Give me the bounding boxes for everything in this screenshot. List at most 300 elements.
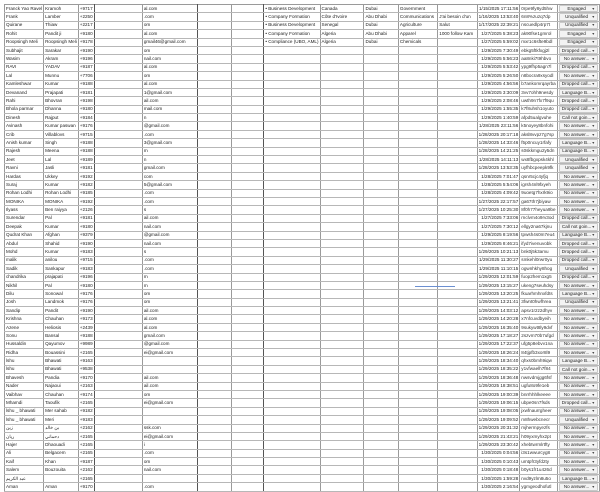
first-name-cell[interactable]: Hajer (5, 441, 44, 449)
notes-cell[interactable] (438, 206, 477, 214)
city-cell[interactable] (364, 197, 398, 205)
city-cell[interactable] (364, 399, 398, 407)
service-cell[interactable] (264, 432, 320, 440)
email-cell[interactable]: ail.com (142, 307, 197, 315)
blank-cell[interactable] (198, 114, 232, 122)
industry-cell[interactable] (398, 416, 437, 424)
phone-cell[interactable]: +9183 (78, 248, 94, 256)
service-cell[interactable] (264, 197, 320, 205)
status-dropdown[interactable] (559, 131, 598, 138)
hidden-cell[interactable] (94, 390, 142, 398)
first-name-cell[interactable]: ريان (5, 432, 44, 440)
country-cell[interactable] (320, 332, 364, 340)
phone-cell[interactable]: +9188 (78, 332, 94, 340)
country-cell[interactable] (320, 357, 364, 365)
industry-cell[interactable] (398, 97, 437, 105)
first-name-cell[interactable]: lshu (5, 365, 44, 373)
blank-cell[interactable] (231, 248, 263, 256)
notes-cell[interactable] (438, 239, 477, 247)
industry-cell[interactable] (398, 390, 437, 398)
lead-id-cell[interactable]: mjhermpyezfs (520, 424, 557, 432)
blank-cell[interactable] (231, 256, 263, 264)
industry-cell[interactable] (398, 72, 437, 80)
created-cell[interactable]: 1/30/2025 1:59:28 (477, 474, 520, 482)
created-cell[interactable]: 1/16/2025 13:53:40 (477, 13, 520, 21)
blank-cell[interactable] (198, 416, 232, 424)
lead-id-cell[interactable]: igrsh4nl9fxyeh (520, 181, 557, 189)
city-cell[interactable] (364, 374, 398, 382)
hidden-cell[interactable] (94, 382, 142, 390)
blank-cell[interactable] (198, 399, 232, 407)
lead-id-cell[interactable]: nwsvdmjgg6fsf (520, 374, 557, 382)
status-dropdown[interactable] (559, 299, 598, 306)
blank-cell[interactable] (231, 72, 263, 80)
status-dropdown[interactable] (559, 64, 598, 71)
phone-cell[interactable]: +9189 (78, 156, 94, 164)
notes-cell[interactable] (438, 189, 477, 197)
notes-cell[interactable] (438, 256, 477, 264)
first-name-cell[interactable]: Nader (5, 382, 44, 390)
industry-cell[interactable] (398, 130, 437, 138)
industry-cell[interactable]: Apparel (398, 30, 437, 38)
created-cell[interactable]: 1/29/2025 19:00:39 (477, 390, 520, 398)
hidden-cell[interactable] (94, 122, 142, 130)
city-cell[interactable] (364, 298, 398, 306)
phone-cell[interactable]: +9196 (78, 273, 94, 281)
hidden-cell[interactable] (94, 97, 142, 105)
city-cell[interactable] (364, 231, 398, 239)
service-cell[interactable] (264, 281, 320, 289)
lead-id-cell[interactable]: k7f8uhsh1oyuto (520, 105, 557, 113)
created-cell[interactable]: 1/27/2025 7:33:06 (477, 214, 520, 222)
city-cell[interactable] (364, 156, 398, 164)
lead-id-cell[interactable]: apsv1r2z2dhyv (520, 307, 557, 315)
blank-cell[interactable] (198, 432, 232, 440)
notes-cell[interactable] (438, 130, 477, 138)
lead-id-cell[interactable]: ga67th7jbiyaw (520, 197, 557, 205)
first-name-cell[interactable]: Kamleshwar (5, 80, 44, 88)
blank-cell[interactable] (231, 290, 263, 298)
first-name-cell[interactable]: Crib (5, 130, 44, 138)
status-dropdown[interactable] (559, 324, 598, 331)
first-name-cell[interactable]: Subhajit (5, 46, 44, 54)
blank-cell[interactable] (231, 164, 263, 172)
created-cell[interactable]: 1/29/2025 13:20:25 (477, 290, 520, 298)
email-cell[interactable]: s (142, 248, 197, 256)
status-dropdown[interactable] (559, 122, 598, 129)
industry-cell[interactable] (398, 46, 437, 54)
service-cell[interactable] (264, 147, 320, 155)
blank-cell[interactable] (231, 231, 263, 239)
phone-cell[interactable]: +7706 (78, 72, 94, 80)
lead-id-cell[interactable]: uwth9n7fx7f9qu (520, 97, 557, 105)
status-dropdown[interactable] (559, 475, 598, 482)
country-cell[interactable] (320, 206, 364, 214)
service-cell[interactable] (264, 206, 320, 214)
city-cell[interactable] (364, 281, 398, 289)
last-name-cell[interactable]: بن خالد (44, 424, 79, 432)
email-cell[interactable]: m (142, 147, 197, 155)
status-dropdown[interactable] (559, 441, 598, 448)
first-name-cell[interactable]: lshu _ bhawati (5, 416, 44, 424)
lead-id-cell[interactable]: h09yxmyhx2pt (520, 432, 557, 440)
last-name-cell[interactable]: YADAV (44, 63, 79, 71)
lead-id-cell[interactable]: 8f0h77heyua9be (520, 206, 557, 214)
service-cell[interactable] (264, 416, 320, 424)
lead-id-cell[interactable]: ugfu8o9fe1eb (520, 382, 557, 390)
blank-cell[interactable] (231, 181, 263, 189)
notes-cell[interactable] (438, 231, 477, 239)
city-cell[interactable] (364, 474, 398, 482)
blank-cell[interactable] (198, 281, 232, 289)
service-cell[interactable] (264, 332, 320, 340)
country-cell[interactable] (320, 88, 364, 96)
email-cell[interactable]: nail.com (142, 223, 197, 231)
city-cell[interactable] (364, 239, 398, 247)
phone-cell[interactable]: +9187 (78, 458, 94, 466)
country-cell[interactable] (320, 172, 364, 180)
country-cell[interactable] (320, 273, 364, 281)
service-cell[interactable] (264, 374, 320, 382)
country-cell[interactable] (320, 46, 364, 54)
country-cell[interactable] (320, 181, 364, 189)
hidden-cell[interactable] (94, 156, 142, 164)
country-cell[interactable] (320, 374, 364, 382)
email-cell[interactable]: om (142, 458, 197, 466)
hidden-cell[interactable] (94, 265, 142, 273)
industry-cell[interactable] (398, 248, 437, 256)
phone-cell[interactable]: +9190 (78, 307, 94, 315)
blank-cell[interactable] (198, 458, 232, 466)
country-cell[interactable] (320, 340, 364, 348)
industry-cell[interactable] (398, 55, 437, 63)
industry-cell[interactable] (398, 156, 437, 164)
email-cell[interactable]: al.com (142, 323, 197, 331)
hidden-cell[interactable] (94, 72, 142, 80)
blank-cell[interactable] (198, 5, 232, 13)
industry-cell[interactable]: Communications (398, 13, 437, 21)
created-cell[interactable]: 1/30/2025 0:04:56 (477, 449, 520, 457)
last-name-cell[interactable]: Bansal (44, 332, 79, 340)
service-cell[interactable] (264, 256, 320, 264)
industry-cell[interactable] (398, 349, 437, 357)
last-name-cell[interactable]: Pandit ji (44, 30, 79, 38)
notes-cell[interactable] (438, 315, 477, 323)
email-cell[interactable]: al.com (142, 30, 197, 38)
blank-cell[interactable] (231, 156, 263, 164)
industry-cell[interactable] (398, 231, 437, 239)
notes-cell[interactable] (438, 483, 477, 491)
service-cell[interactable] (264, 248, 320, 256)
last-name-cell[interactable]: Chauhan (44, 315, 79, 323)
created-cell[interactable]: 1/29/2025 17:22:37 (477, 340, 520, 348)
last-name-cell[interactable]: Landmok (44, 298, 79, 306)
notes-cell[interactable] (438, 340, 477, 348)
blank-cell[interactable] (198, 13, 232, 21)
notes-cell[interactable] (438, 5, 477, 13)
email-cell[interactable]: @gmail.com (142, 231, 197, 239)
last-name-cell[interactable]: Bhovran (44, 97, 79, 105)
created-cell[interactable]: 1/29/2025 8:19:56 (477, 231, 520, 239)
blank-cell[interactable] (231, 105, 263, 113)
email-cell[interactable]: com (142, 172, 197, 180)
phone-cell[interactable]: +9538 (78, 365, 94, 373)
blank-cell[interactable] (198, 290, 232, 298)
country-cell[interactable] (320, 122, 364, 130)
created-cell[interactable]: 1/29/2025 21:43:21 (477, 432, 520, 440)
last-name-cell[interactable]: Dhaouadi (44, 441, 79, 449)
status-dropdown[interactable] (559, 156, 598, 163)
blank-cell[interactable] (198, 147, 232, 155)
city-cell[interactable]: Dubai (364, 21, 398, 29)
phone-cell[interactable]: +2439 (78, 323, 94, 331)
hidden-cell[interactable] (94, 273, 142, 281)
blank-cell[interactable] (231, 197, 263, 205)
email-cell[interactable]: om (142, 46, 197, 54)
blank-cell[interactable] (198, 164, 232, 172)
status-dropdown[interactable] (559, 383, 598, 390)
city-cell[interactable] (364, 332, 398, 340)
status-dropdown[interactable] (559, 72, 598, 79)
industry-cell[interactable] (398, 147, 437, 155)
lead-id-cell[interactable]: xhebtwrmlrtfty (520, 441, 557, 449)
lead-id-cell[interactable]: bnrrhhhlkeeee (520, 390, 557, 398)
blank-cell[interactable] (231, 114, 263, 122)
email-cell[interactable]: n (142, 114, 197, 122)
blank-cell[interactable] (198, 172, 232, 180)
lead-id-cell[interactable]: rnclvm4o9rv3od (520, 214, 557, 222)
service-cell[interactable] (264, 357, 320, 365)
industry-cell[interactable] (398, 399, 437, 407)
industry-cell[interactable] (398, 323, 437, 331)
phone-cell[interactable]: +9176 (78, 290, 94, 298)
status-dropdown[interactable] (559, 198, 598, 205)
service-cell[interactable] (264, 298, 320, 306)
country-cell[interactable] (320, 214, 364, 222)
notes-cell[interactable] (438, 122, 477, 130)
created-cell[interactable]: 1/28/2025 20:17:18 (477, 130, 520, 138)
service-cell[interactable] (264, 239, 320, 247)
city-cell[interactable] (364, 390, 398, 398)
phone-cell[interactable]: +9181 (78, 214, 94, 222)
blank-cell[interactable] (231, 189, 263, 197)
hidden-cell[interactable] (94, 416, 142, 424)
first-name-cell[interactable]: chandrika (5, 273, 44, 281)
phone-cell[interactable]: +9188 (78, 147, 94, 155)
service-cell[interactable] (264, 466, 320, 474)
phone-cell[interactable]: +9173 (78, 315, 94, 323)
first-name-cell[interactable]: Hardas (5, 172, 44, 180)
created-cell[interactable]: 1/30/2025 2:16:54 (477, 483, 520, 491)
lead-id-cell[interactable]: jxwfnaurrgheer (520, 407, 557, 415)
last-name-cell[interactable]: Shahid (44, 239, 79, 247)
blank-cell[interactable] (198, 483, 232, 491)
city-cell[interactable] (364, 172, 398, 180)
city-cell[interactable] (364, 449, 398, 457)
hidden-cell[interactable] (94, 147, 142, 155)
notes-cell[interactable] (438, 214, 477, 222)
industry-cell[interactable] (398, 449, 437, 457)
industry-cell[interactable] (398, 181, 437, 189)
last-name-cell[interactable]: Prajapati (44, 88, 79, 96)
city-cell[interactable] (364, 432, 398, 440)
hidden-cell[interactable] (94, 281, 142, 289)
email-cell[interactable] (142, 365, 197, 373)
status-dropdown[interactable] (559, 89, 598, 96)
first-name-cell[interactable]: Salem (5, 466, 44, 474)
status-dropdown[interactable] (559, 257, 598, 264)
notes-cell[interactable] (438, 273, 477, 281)
lead-id-cell[interactable]: qsnr5cjc4yfjq (520, 172, 557, 180)
lead-id-cell[interactable]: ebkg5ftkfxgj2l (520, 46, 557, 54)
status-dropdown[interactable] (559, 215, 598, 222)
created-cell[interactable]: 1/29/2025 11:10:15 (477, 265, 520, 273)
city-cell[interactable] (364, 407, 398, 415)
industry-cell[interactable] (398, 206, 437, 214)
blank-cell[interactable] (231, 307, 263, 315)
created-cell[interactable]: 1/28/2025 13:53:35 (477, 164, 520, 172)
status-dropdown[interactable] (559, 290, 598, 297)
notes-cell[interactable]: Salut (438, 21, 477, 29)
notes-cell[interactable] (438, 474, 477, 482)
phone-cell[interactable]: +2217 (78, 21, 94, 29)
last-name-cell[interactable]: Bhawati (44, 357, 79, 365)
notes-cell[interactable] (438, 441, 477, 449)
last-name-cell[interactable]: Kumar (44, 80, 79, 88)
blank-cell[interactable] (231, 5, 263, 13)
email-cell[interactable]: .com (142, 197, 197, 205)
blank-cell[interactable] (231, 349, 263, 357)
country-cell[interactable]: Canada (320, 5, 364, 13)
email-cell[interactable]: om (142, 390, 197, 398)
city-cell[interactable] (364, 80, 398, 88)
last-name-cell[interactable]: Taoufik (44, 399, 79, 407)
last-name-cell[interactable]: Bouzouita (44, 466, 79, 474)
phone-cell[interactable]: +9188 (78, 139, 94, 147)
blank-cell[interactable] (198, 390, 232, 398)
city-cell[interactable] (364, 223, 398, 231)
last-name-cell[interactable]: Akram (44, 55, 79, 63)
blank-cell[interactable] (231, 130, 263, 138)
industry-cell[interactable] (398, 139, 437, 147)
lead-id-cell[interactable]: 9sukywt8ly9dvf (520, 323, 557, 331)
first-name-cell[interactable]: Qudrat Khan (5, 231, 44, 239)
country-cell[interactable] (320, 147, 364, 155)
industry-cell[interactable] (398, 298, 437, 306)
last-name-cell[interactable]: Najaoui (44, 382, 79, 390)
status-dropdown[interactable] (559, 22, 598, 29)
lead-id-cell[interactable]: ygmgeodhofutl (520, 483, 557, 491)
lead-id-cell[interactable]: nvd9yzlm8u5o (520, 474, 557, 482)
city-cell[interactable] (364, 55, 398, 63)
service-cell[interactable] (264, 214, 320, 222)
phone-cell[interactable]: +9181 (78, 88, 94, 96)
last-name-cell[interactable]: prajapati (44, 273, 79, 281)
email-cell[interactable]: gmail46@gmail.com (142, 38, 197, 46)
blank-cell[interactable] (198, 449, 232, 457)
service-cell[interactable] (264, 340, 320, 348)
notes-cell[interactable] (438, 466, 477, 474)
email-cell[interactable] (142, 357, 197, 365)
blank-cell[interactable] (231, 416, 263, 424)
email-cell[interactable]: .com (142, 130, 197, 138)
country-cell[interactable] (320, 231, 364, 239)
city-cell[interactable] (364, 458, 398, 466)
blank-cell[interactable] (231, 399, 263, 407)
last-name-cell[interactable]: Kumar paswan (44, 122, 79, 130)
notes-cell[interactable] (438, 156, 477, 164)
status-dropdown[interactable] (559, 458, 598, 465)
blank-cell[interactable] (231, 483, 263, 491)
status-dropdown[interactable] (559, 232, 598, 239)
blank-cell[interactable] (231, 97, 263, 105)
city-cell[interactable]: Dubai (364, 38, 398, 46)
city-cell[interactable]: Abu Dhabi (364, 13, 398, 21)
created-cell[interactable]: 1/29/2025 18:26:24 (477, 349, 520, 357)
notes-cell[interactable] (438, 298, 477, 306)
first-name-cell[interactable]: Dinesh (5, 114, 44, 122)
created-cell[interactable]: 1/27/2025 22:17:57 (477, 197, 520, 205)
country-cell[interactable] (320, 483, 364, 491)
status-dropdown[interactable] (559, 164, 598, 171)
industry-cell[interactable] (398, 172, 437, 180)
status-dropdown[interactable] (559, 450, 598, 457)
hidden-cell[interactable] (94, 80, 142, 88)
country-cell[interactable] (320, 63, 364, 71)
hidden-cell[interactable] (94, 483, 142, 491)
country-cell[interactable]: Côte d'Ivoire (320, 13, 364, 21)
status-dropdown[interactable] (559, 248, 598, 255)
blank-cell[interactable] (231, 88, 263, 96)
service-cell[interactable] (264, 483, 320, 491)
country-cell[interactable] (320, 365, 364, 373)
lead-id-cell[interactable]: wx8fbgxpsk4khl (520, 156, 557, 164)
blank-cell[interactable] (198, 407, 232, 415)
lead-id-cell[interactable]: uyfhbcpeepk9fk (520, 164, 557, 172)
created-cell[interactable]: 1/29/2025 17:18:27 (477, 332, 520, 340)
notes-cell[interactable] (438, 323, 477, 331)
first-name-cell[interactable]: Devanand (5, 88, 44, 96)
email-cell[interactable]: 5@gmail.com (142, 181, 197, 189)
last-name-cell[interactable]: Villablovs (44, 130, 79, 138)
last-name-cell[interactable]: Sankapur (44, 265, 79, 273)
last-name-cell[interactable]: Lamber (44, 13, 79, 21)
created-cell[interactable]: 1/29/2025 1:55:35 (477, 105, 520, 113)
phone-cell[interactable]: +9184 (78, 114, 94, 122)
first-name-cell[interactable]: Deepak (5, 223, 44, 231)
city-cell[interactable] (364, 72, 398, 80)
hidden-cell[interactable] (94, 357, 142, 365)
last-name-cell[interactable]: Afghan (44, 231, 79, 239)
blank-cell[interactable] (231, 223, 263, 231)
created-cell[interactable]: 1/29/2025 18:35:22 (477, 365, 520, 373)
service-cell[interactable] (264, 164, 320, 172)
email-cell[interactable]: ail.com (142, 374, 197, 382)
last-name-cell[interactable]: Singh (44, 139, 79, 147)
industry-cell[interactable] (398, 483, 437, 491)
phone-cell[interactable]: +9192 (78, 172, 94, 180)
last-name-cell[interactable]: Meena (44, 147, 79, 155)
status-dropdown[interactable] (559, 181, 598, 188)
created-cell[interactable]: 1/28/2025 5:54:06 (477, 181, 520, 189)
email-cell[interactable]: @gmail.com (142, 122, 197, 130)
notes-cell[interactable]: J'ai besoin d'un (438, 13, 477, 21)
service-cell[interactable] (264, 223, 320, 231)
service-cell[interactable] (264, 323, 320, 331)
phone-cell[interactable]: +9196 (78, 55, 94, 63)
country-cell[interactable] (320, 466, 364, 474)
first-name-cell[interactable]: Nikhil (5, 281, 44, 289)
